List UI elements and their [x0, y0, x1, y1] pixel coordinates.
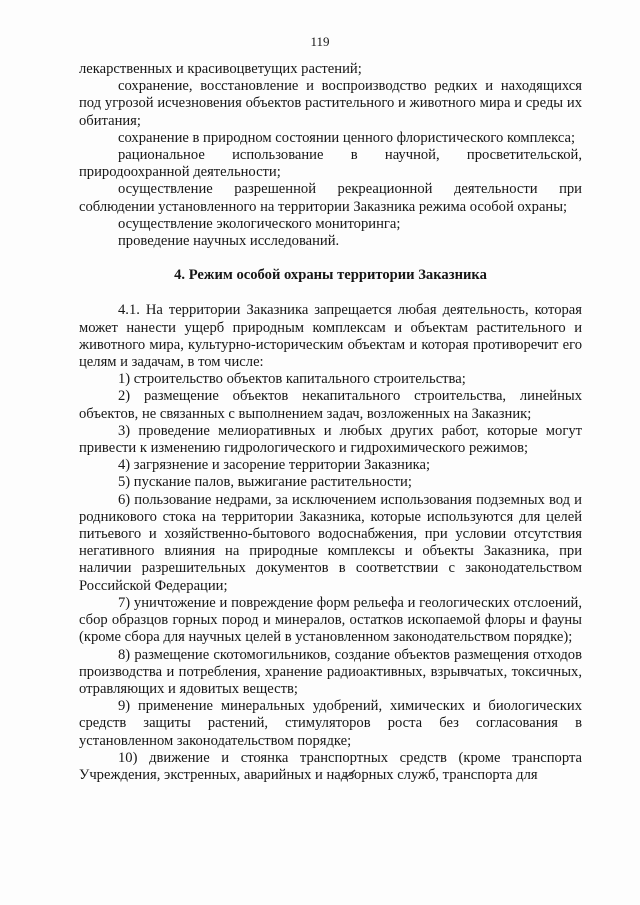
- intro-paragraph: лекарственных и красивоцветущих растений;: [79, 61, 362, 77]
- prohibition-item: 3) проведение мелиоративных и любых других работ, которые могут привести к изменению гидрологического и гидрохимического режимов;: [79, 422, 582, 457]
- prohibition-item: 9) применение минеральных удобрений, химических и биологических средств защиты растений, стимуляторов роста без согласования в установленном законодательством порядке;: [79, 698, 582, 749]
- prohibition-item: 10) движение и стоянка транспортных средств (кроме транспорта Учреждения, экстренных, аварийных и надзорных служб, транспорта для: [79, 749, 582, 783]
- prohibition-item: 5) пускание палов, выжигание растительности;: [118, 474, 412, 491]
- prohibition-item: 7) уничтожение и повреждение форм рельефа и геологических отслоений, сбор образцов горных пород и минералов, остатков ископаемой флоры и фауны (кроме сбора для научных целей в установленном законодательством порядке);: [79, 594, 582, 646]
- intro-paragraph: осуществление экологического мониторинга;: [118, 215, 401, 232]
- section-heading: 4. Режим особой охраны территории Заказника: [174, 267, 487, 284]
- clause-paragraph: 4.1. На территории Заказника запрещается любая деятельность, которая может нанести ущерб природным комплексам и объектам растительного и животного мира, культурно-историческим объектам и которая противоречит его целям и задачам, в том числе:: [79, 302, 582, 371]
- document-body: [79, 61, 582, 784]
- prohibition-item: 1) строительство объектов капитального строительства;: [118, 371, 466, 388]
- intro-paragraph: сохранение, восстановление и воспроизводство редких и находящихся под угрозой исчезновения объектов растительного и животного мира и среды их обитания;: [79, 78, 582, 129]
- prohibition-item: 2) размещение объектов некапитального строительства, линейных объектов, не связанных с выполнением задач, возложенных на Заказник;: [79, 388, 582, 422]
- section-intro: [79, 61, 582, 250]
- section-rules: [79, 302, 582, 784]
- handwritten-check-mark-icon: [342, 768, 356, 778]
- intro-paragraph: проведение научных исследований.: [118, 233, 340, 250]
- prohibition-item: 6) пользование недрами, за исключением использования подземных вод и родникового стока на территории Заказника, которые используются для целей питьевого и хозяйственно-бытового водоснабжения, при условии отсутствия негативного влияния на природные комплексы и объекты Заказника, при наличии разрешительных документов в соответствии с законодательством Российской Федерации;: [79, 491, 582, 594]
- intro-paragraph: осуществление разрешенной рекреационной деятельности при соблюдении установленного на территории Заказника режима особой охраны;: [79, 181, 582, 215]
- intro-paragraph: рациональное использование в научной, просветительской, природоохранной деятельности;: [79, 147, 582, 181]
- prohibition-item: 4) загрязнение и засорение территории Заказника;: [118, 457, 431, 474]
- intro-paragraph: сохранение в природном состоянии ценного флористического комплекса;: [118, 129, 576, 146]
- prohibition-item: 8) размещение скотомогильников, создание объектов размещения отходов производства и потребления, хранение радиоактивных, взрывчатых, токсичных, отравляющих и ядовитых веществ;: [79, 646, 582, 697]
- page-number: 119: [310, 34, 330, 49]
